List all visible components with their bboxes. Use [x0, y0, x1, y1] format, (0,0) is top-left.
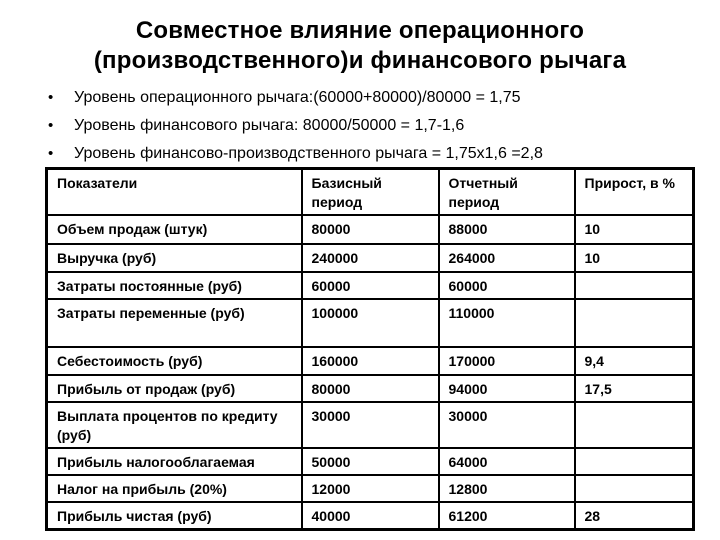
- cell-base-period: 60000: [302, 272, 439, 299]
- cell-base-period: 50000: [302, 448, 439, 475]
- bullet-dot-icon: •: [48, 89, 54, 106]
- cell-growth: [575, 475, 694, 502]
- cell-report-period: 94000: [439, 375, 575, 402]
- cell-report-period: 61200: [439, 502, 575, 530]
- cell-report-period: 170000: [439, 347, 575, 375]
- cell-report-period: 110000: [439, 299, 575, 347]
- cell-base-period: 80000: [302, 375, 439, 402]
- cell-growth: [575, 299, 694, 347]
- cell-growth: 10: [575, 244, 694, 272]
- cell-indicator: Налог на прибыль (20%): [47, 475, 302, 502]
- table-row: [47, 244, 694, 272]
- header-indicators: Показатели: [47, 169, 302, 216]
- cell-base-period: 30000: [302, 402, 439, 448]
- cell-indicator: Выплата процентов по кредиту (руб): [47, 402, 302, 448]
- header-growth-percent: Прирост, в %: [575, 169, 694, 216]
- cell-indicator: Затраты постоянные (руб): [47, 272, 302, 299]
- cell-indicator: Выручка (руб): [47, 244, 302, 272]
- cell-base-period: 12000: [302, 475, 439, 502]
- cell-report-period: 88000: [439, 215, 575, 244]
- cell-growth: [575, 402, 694, 448]
- cell-growth: 17,5: [575, 375, 694, 402]
- indicators-table: [45, 167, 695, 531]
- bullet-item-operating-leverage: [46, 84, 696, 112]
- cell-report-period: 30000: [439, 402, 575, 448]
- cell-base-period: 80000: [302, 215, 439, 244]
- cell-growth: 9,4: [575, 347, 694, 375]
- cell-indicator: Себестоимость (руб): [47, 347, 302, 375]
- table-row: [47, 272, 694, 299]
- cell-indicator: Прибыль налогооблагаемая: [47, 448, 302, 475]
- cell-base-period: 240000: [302, 244, 439, 272]
- header-report-period: Отчетный период: [439, 169, 575, 216]
- table-row: [47, 215, 694, 244]
- bullet-list: [46, 84, 696, 168]
- cell-report-period: 64000: [439, 448, 575, 475]
- table-row: [47, 375, 694, 402]
- cell-report-period: 264000: [439, 244, 575, 272]
- slide-title-line-1: Совместное влияние операционного: [135, 17, 585, 44]
- table-row: [47, 347, 694, 375]
- header-base-period: Базисный период: [302, 169, 439, 216]
- cell-base-period: 100000: [302, 299, 439, 347]
- cell-growth: 10: [575, 215, 694, 244]
- bullet-item-financial-leverage: [46, 112, 696, 140]
- cell-growth: [575, 272, 694, 299]
- table-row: [47, 475, 694, 502]
- bullet-text: Уровень финансово-производственного рычага = 1,75х1,6 =2,8: [74, 145, 543, 162]
- bullet-dot-icon: •: [48, 117, 54, 134]
- table-row: [47, 502, 694, 530]
- cell-growth: [575, 448, 694, 475]
- bullet-text: Уровень финансового рычага: 80000/50000 = 1,7-1,6: [74, 117, 465, 134]
- table-row: [47, 448, 694, 475]
- cell-growth: 28: [575, 502, 694, 530]
- bullet-dot-icon: •: [48, 145, 54, 162]
- cell-indicator: Объем продаж (штук): [47, 215, 302, 244]
- cell-base-period: 40000: [302, 502, 439, 530]
- bullet-item-combined-leverage: [46, 140, 696, 168]
- table-header-row: [47, 169, 694, 216]
- slide-title: [0, 16, 720, 76]
- bullet-text: Уровень операционного рычага:(60000+80000)/80000 = 1,75: [74, 89, 521, 106]
- cell-base-period: 160000: [302, 347, 439, 375]
- slide-title-line-2: (производственного)и финансового рычага: [93, 47, 627, 74]
- cell-indicator: Затраты переменные (руб): [47, 299, 302, 347]
- cell-indicator: Прибыль чистая (руб): [47, 502, 302, 530]
- cell-report-period: 12800: [439, 475, 575, 502]
- table-row: [47, 402, 694, 448]
- cell-indicator: Прибыль от продаж (руб): [47, 375, 302, 402]
- table-row: [47, 299, 694, 347]
- cell-report-period: 60000: [439, 272, 575, 299]
